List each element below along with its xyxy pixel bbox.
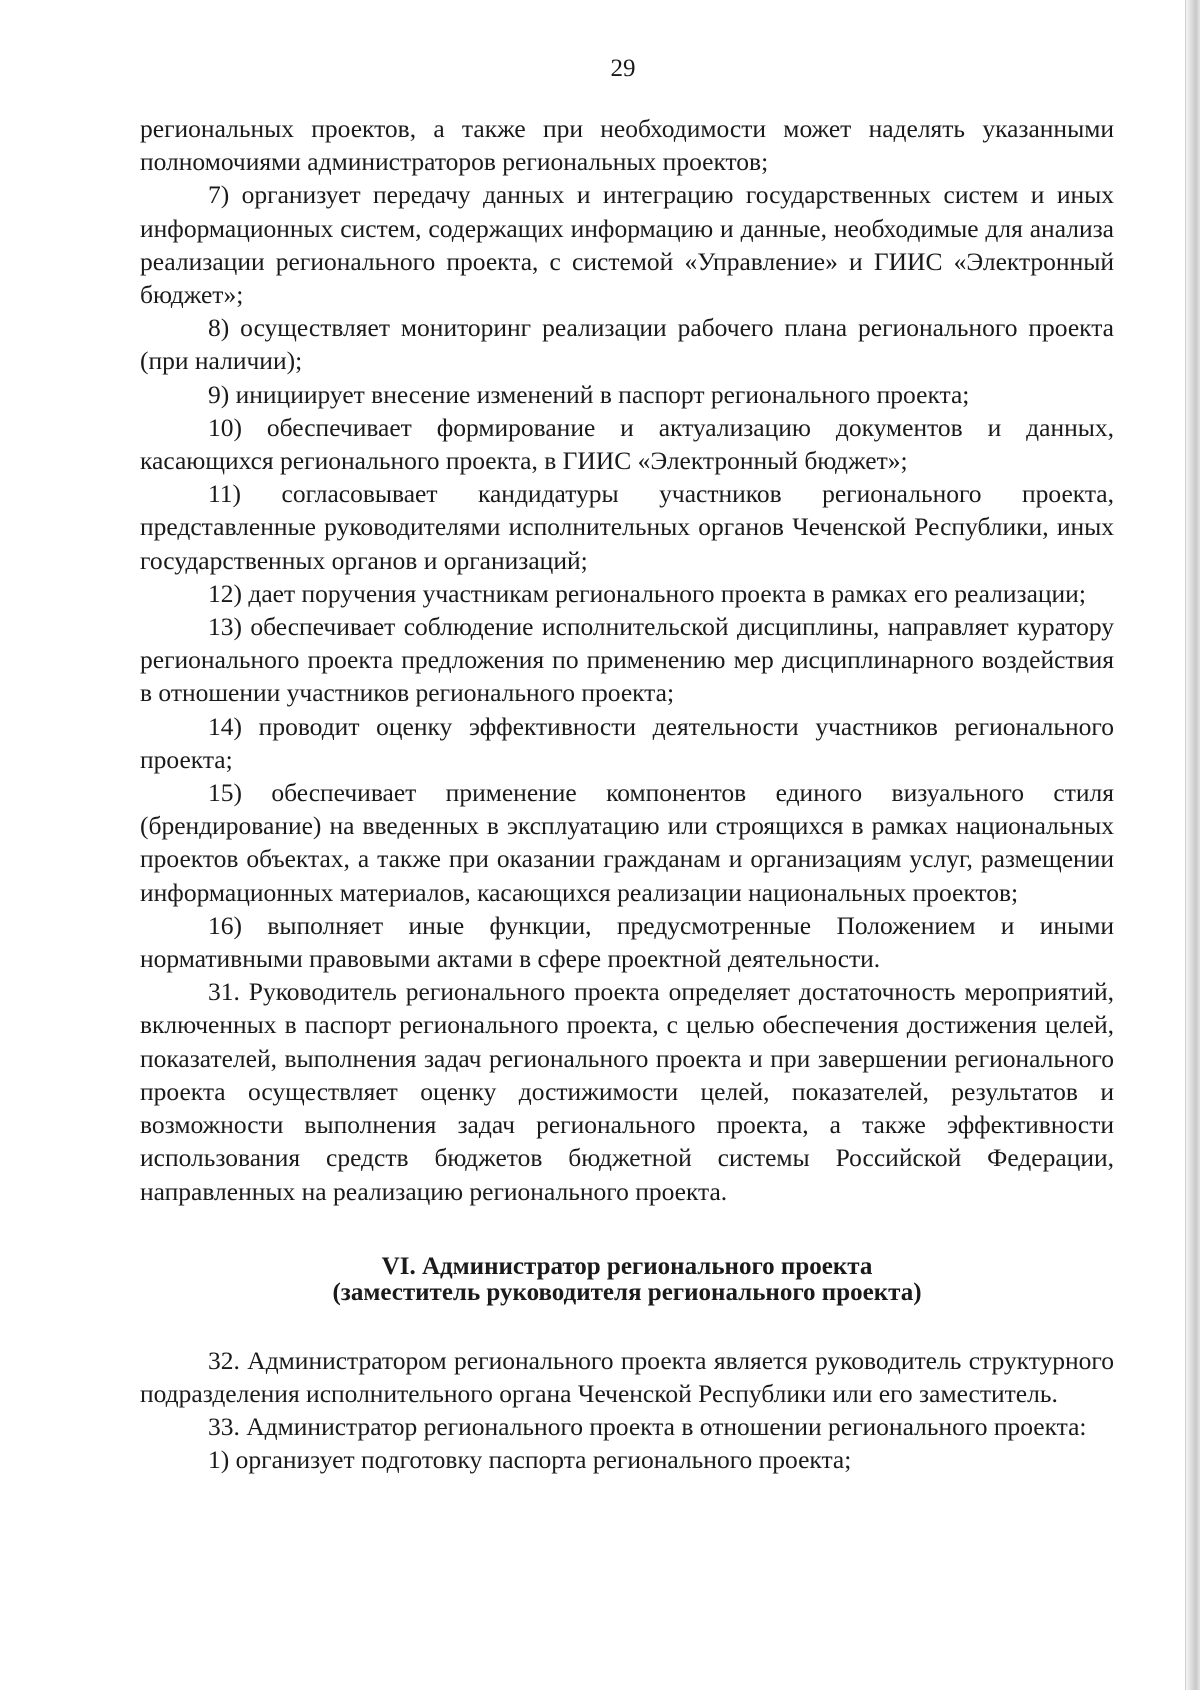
list-item-8: 8) осуществляет мониторинг реализации рабочего плана регионального проекта (при наличии); [140,313,1114,376]
document-body [140,112,1114,1477]
list-item-10: 10) обеспечивает формирование и актуализацию документов и данных, касающихся регионального проекта, в ГИИС «Электронный бюджет»; [140,412,1114,476]
list-item-13: 13) обеспечивает соблюдение исполнительской дисциплины, направляет куратору регионального проекта предложения по применению мер дисциплинарного воздействия в отношении участников регионального проекта; [140,612,1114,708]
list-item-9: 9) инициирует внесение изменений в паспорт регионального проекта; [208,379,970,409]
section-heading [140,1254,1114,1306]
list-item-12: 12) дает поручения участникам регионального проекта в рамках его реализации; [208,578,1086,608]
section-heading-subtitle: (заместитель руководителя регионального проекта) [332,1278,922,1306]
list-item-14: 14) проводит оценку эффективности деятельности участников регионального проекта; [140,711,1114,774]
intro-paragraph: региональных проектов, а также при необходимости может наделять указанными полномочиями администраторов региональных проектов; [140,114,1114,177]
list-item-11: 11) согласовывает кандидатуры участников регионального проекта, представленные руководителями исполнительных органов Чеченской Республики, иных государственных органов и организаций; [140,479,1114,575]
list-item-16: 16) выполняет иные функции, предусмотренные Положением и иными нормативными правовыми актами в сфере проектной деятельности. [140,910,1114,974]
list-item-15: 15) обеспечивает применение компонентов единого визуального стиля (брендирование) на введенных в эксплуатацию или строящихся в рамках национальных проектов объектах, а также при оказании гражданам и организациям услуг, размещении информационных материалов, касающихся реализации национальных проектов; [140,778,1114,907]
clause-32: 32. Администратором регионального проекта является руководитель структурного подразделения исполнительного органа Чеченской Республики или его заместитель. [140,1345,1114,1408]
page-number: 29 [610,55,636,82]
list-item-7: 7) организует передачу данных и интеграцию государственных систем и иных информационных систем, содержащих информацию и данные, необходимые для анализа реализации регионального проекта, с системой «Управление» и ГИИС «Электронный бюджет»; [140,180,1114,310]
section-heading-title: VI. Администратор регионального проекта [381,1252,873,1280]
clause-33-item-1: 1) организует подготовку паспорта регионального проекта; [208,1445,852,1475]
scan-edge [1186,0,1200,1690]
clause-33: 33. Администратор регионального проекта в отношении регионального проекта: [208,1412,1087,1442]
clause-31: 31. Руководитель регионального проекта определяет достаточность мероприятий, включенных в паспорт регионального проекта, с целью обеспечения достижения целей, показателей, выполнения задач регионального проекта и при завершении регионального проекта осуществляет оценку достижимости целей, показателей, результатов и возможности выполнения задач регионального проекта, а также эффективности использования средств бюджетов бюджетной системы Российской Федерации, направленных на реализацию регионального проекта. [140,977,1114,1206]
